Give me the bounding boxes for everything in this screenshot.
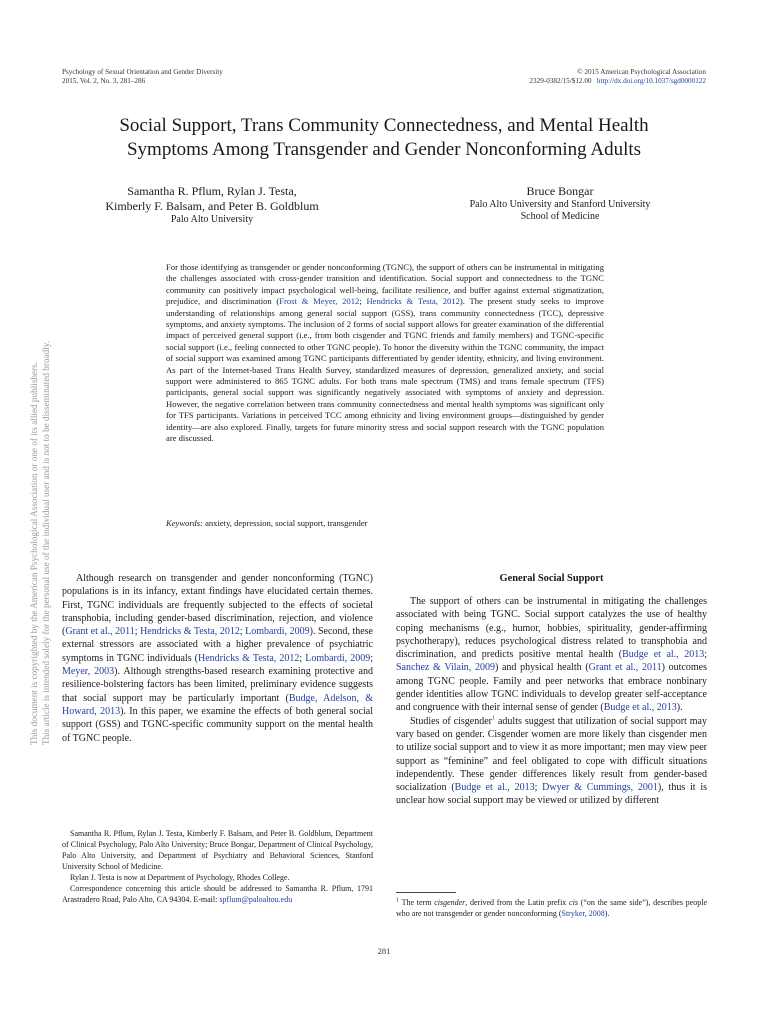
citation-link[interactable]: Lombardi, 2009: [245, 626, 310, 638]
author-names-1: Samantha R. Pflum, Rylan J. Testa,: [127, 184, 297, 198]
citation-link[interactable]: Sanchez & Vilain, 2009: [396, 662, 495, 674]
issn-doi-line: [529, 77, 706, 86]
issn: 2329-0382/15/$12.00: [529, 77, 592, 85]
author-note-current-address: Rylan J. Testa is now at Department of Psychology, Rhodes College.: [70, 873, 290, 882]
author-note-affiliations: Samantha R. Pflum, Rylan J. Testa, Kimberly F. Balsam, and Peter B. Goldblum, Department of Clinical Psychology, Palo Alto University; Bruce Bongar, Department of Clinical Psychology, Palo Alto University, and Department of Psychiatry and Behavioral Sciences, Stanford University School of Medicine.: [62, 829, 373, 871]
email-link[interactable]: spflum@paloaltou.edu: [219, 895, 293, 904]
footnote-marker[interactable]: 1: [492, 715, 496, 722]
running-header-right: [529, 68, 706, 86]
body-text: ). Although strengths-based research examining protective and resilience-bolstering factors has been limited, preliminary evidence suggests that social support may be particularly important (: [62, 666, 373, 704]
keywords-label: Keywords:: [166, 518, 203, 528]
section-heading: General Social Support: [499, 573, 604, 584]
authors-left: [62, 184, 362, 226]
body-text: ), thus it is unclear how social support may be viewed or utilized by different: [396, 782, 708, 807]
citation-link[interactable]: Hendricks & Testa, 2012: [198, 652, 300, 664]
citation-link[interactable]: Stryker, 2008: [561, 909, 605, 918]
body-text: Although research on transgender and gender nonconforming (TGNC) populations is in its infancy, extant findings have elucidated certain themes. First, TGNC individuals are frequently subjected to the effects of societal transphobia, including gender-based discrimination, rejection, and violence (: [62, 573, 373, 638]
citation-link[interactable]: Hendricks & Testa, 2012: [366, 296, 460, 307]
volume-info: 2015, Vol. 2, No. 3, 281–286: [62, 77, 146, 85]
citation-link[interactable]: Hendricks & Testa, 2012: [140, 626, 240, 638]
abstract-text: For those identifying as transgender or gender nonconforming (TGNC), the support of others can be instrumental in mitigating the challenges associated with cross-gender transition and identification. Social support and connectedness to the TGNC community can positively impact psychological well-being, facilitate resilience, and buffer against external stigmatization, prejudice, and discrimination (: [166, 262, 604, 307]
citation-link[interactable]: Budge et al., 2013: [603, 702, 677, 714]
copyright-watermark: [4, 285, 51, 745]
body-text: adults suggest that utilization of social support may vary based on gender. Cisgender women are more likely than cisgender men to utilize social support and to view it as more important; men may view peer support as “feminine” and feel obligated to cope with difficult situations independently. These gender differences likely result from gender-based socialization (: [396, 715, 707, 794]
body-text: Studies of cisgender: [410, 715, 493, 727]
body-paragraph: [396, 715, 707, 808]
footnote-text: , derived from the Latin prefix: [465, 898, 570, 907]
page-number: 281: [377, 946, 391, 956]
footnote-text: The term: [399, 898, 435, 907]
citation-link[interactable]: Frost & Meyer, 2012: [279, 296, 360, 307]
keywords: [166, 518, 604, 529]
author-affiliation-right-1: Palo Alto University and Stanford University: [469, 199, 651, 210]
citation-link[interactable]: Lombardi, 2009: [305, 652, 371, 664]
article-title: [62, 114, 706, 162]
title-line-1: Social Support, Trans Community Connectedness, and Mental Health: [119, 115, 649, 136]
watermark-line-1: This document is copyrighted by the American Psychological Association or one of its allied publishers.: [29, 362, 39, 745]
separator: ;: [299, 652, 306, 664]
body-text: ).: [676, 702, 683, 714]
copyright-line: © 2015 American Psychological Association: [577, 68, 706, 76]
citation-link[interactable]: Meyer, 2003: [62, 666, 115, 678]
abstract-text: ). The present study seeks to improve understanding of relationships among general social support (GSS), trans community connectedness (TCC), depressive symptoms, and anxiety symptoms. The inclusion of 2 forms of social support allows for greater examination of the differential impact of perceived general support (i.e., from both cisgender and TGNC friends and family members) and TGNC-specific social support (i.e., feeling connected to other TGNC people). To honor the diversity within the TGNC community, the impact of social support was examined among TGNC participants differentiated by gender identity, ethnicity, and living environment. As part of the Internet-based Trans Health Survey, standardized measures of depression, generalized anxiety, and social support were administered to 865 TGNC adults. For both trans male spectrum (TMS) and trans female spectrum (TFS) participants, general social support was significantly negatively associated with symptoms of anxiety and depression. However, the negative correlation between trans community connectedness and mental health symptoms was significant only for TFS participants. Variations in perceived TCC among ethnicity and living environment groups—distinguished by gender identity—are also explored. Finally, targets for future minority stress and social support research with the TGNC population are discussed.: [166, 296, 604, 444]
footnote-divider: [396, 892, 456, 893]
author-names-2: Kimberly F. Balsam, and Peter B. Goldblum: [105, 199, 319, 213]
body-text: The support of others can be instrumental in mitigating the challenges associated with being TGNC. Social support catalyzes the use of healthy coping mechanisms (e.g., humor, hobbies, spirituality, gender-affirming psychotherapy), reduces psychological distress related to transphobia and discrimination, and predicts positive mental health (: [396, 596, 707, 661]
citation-link[interactable]: Budge et al., 2013: [454, 782, 535, 794]
footnote-text: (“on the same side”), describes people who are not transgender or gender nonconforming (: [396, 898, 708, 918]
citation-link[interactable]: Budge et al., 2013: [622, 649, 705, 661]
body-text: ). In this paper, we examine the effects of both general social support (GSS) and TGNC-specific community support on the mental health of TGNC people.: [62, 705, 373, 744]
body-paragraph: [396, 595, 707, 715]
citation-link[interactable]: Dwyer & Cummings, 2001: [542, 782, 658, 794]
footnote: [396, 897, 707, 919]
footnote-term: cisgender: [434, 898, 466, 907]
footnote-prefix: cis: [569, 898, 578, 907]
separator: ;: [370, 652, 374, 664]
author-note: [62, 828, 373, 905]
body-text: ) outcomes among TGNC people. Family and peer networks that embrace nonbinary gender identities allow TGNC individuals to develop greater self-acceptance and congruence with their internal sense of gender (: [396, 662, 708, 714]
author-affiliation-left: Palo Alto University: [170, 214, 254, 225]
journal-name: Psychology of Sexual Orientation and Gender Diversity: [62, 68, 223, 76]
keywords-text: anxiety, depression, social support, transgender: [202, 518, 368, 528]
separator: ;: [134, 626, 141, 638]
authors-right: [420, 184, 700, 223]
watermark-line-2: This article is intended solely for the personal use of the individual user and is not to be disseminated broadly.: [41, 340, 51, 745]
right-column: [396, 572, 707, 808]
left-column: [62, 572, 373, 745]
separator: ;: [239, 626, 246, 638]
separator: ;: [359, 296, 367, 307]
citation-link[interactable]: Grant et al., 2011: [65, 626, 135, 638]
doi-link[interactable]: http://dx.doi.org/10.1037/sgd0000122: [596, 77, 706, 85]
separator: ;: [704, 649, 707, 661]
title-line-2: Symptoms Among Transgender and Gender Nonconforming Adults: [126, 139, 642, 160]
citation-link[interactable]: Grant et al., 2011: [588, 662, 662, 674]
footnote-text: ).: [604, 909, 610, 918]
author-name-right: Bruce Bongar: [526, 184, 594, 198]
body-text: ) and physical health (: [494, 662, 589, 674]
author-note-correspondence: [62, 883, 373, 905]
footnote-number: 1: [396, 897, 399, 904]
correspondence-text: Correspondence concerning this article should be addressed to Samantha R. Pflum, 1791 Arastradero Road, Palo Alto, CA 94304. E-mail:: [62, 884, 373, 904]
abstract: [166, 262, 604, 445]
author-affiliation-right-2: School of Medicine: [520, 211, 600, 222]
watermark-text: [28, 285, 52, 745]
separator: ;: [534, 782, 543, 794]
citation-link[interactable]: Budge, Adelson, & Howard, 2013: [62, 692, 373, 717]
body-text: ). Second, these external stressors are associated with a higher prevalence of psychiatric symptoms in TGNC individuals (: [62, 626, 373, 664]
intro-paragraph: [62, 572, 373, 745]
running-header-left: [62, 68, 223, 86]
